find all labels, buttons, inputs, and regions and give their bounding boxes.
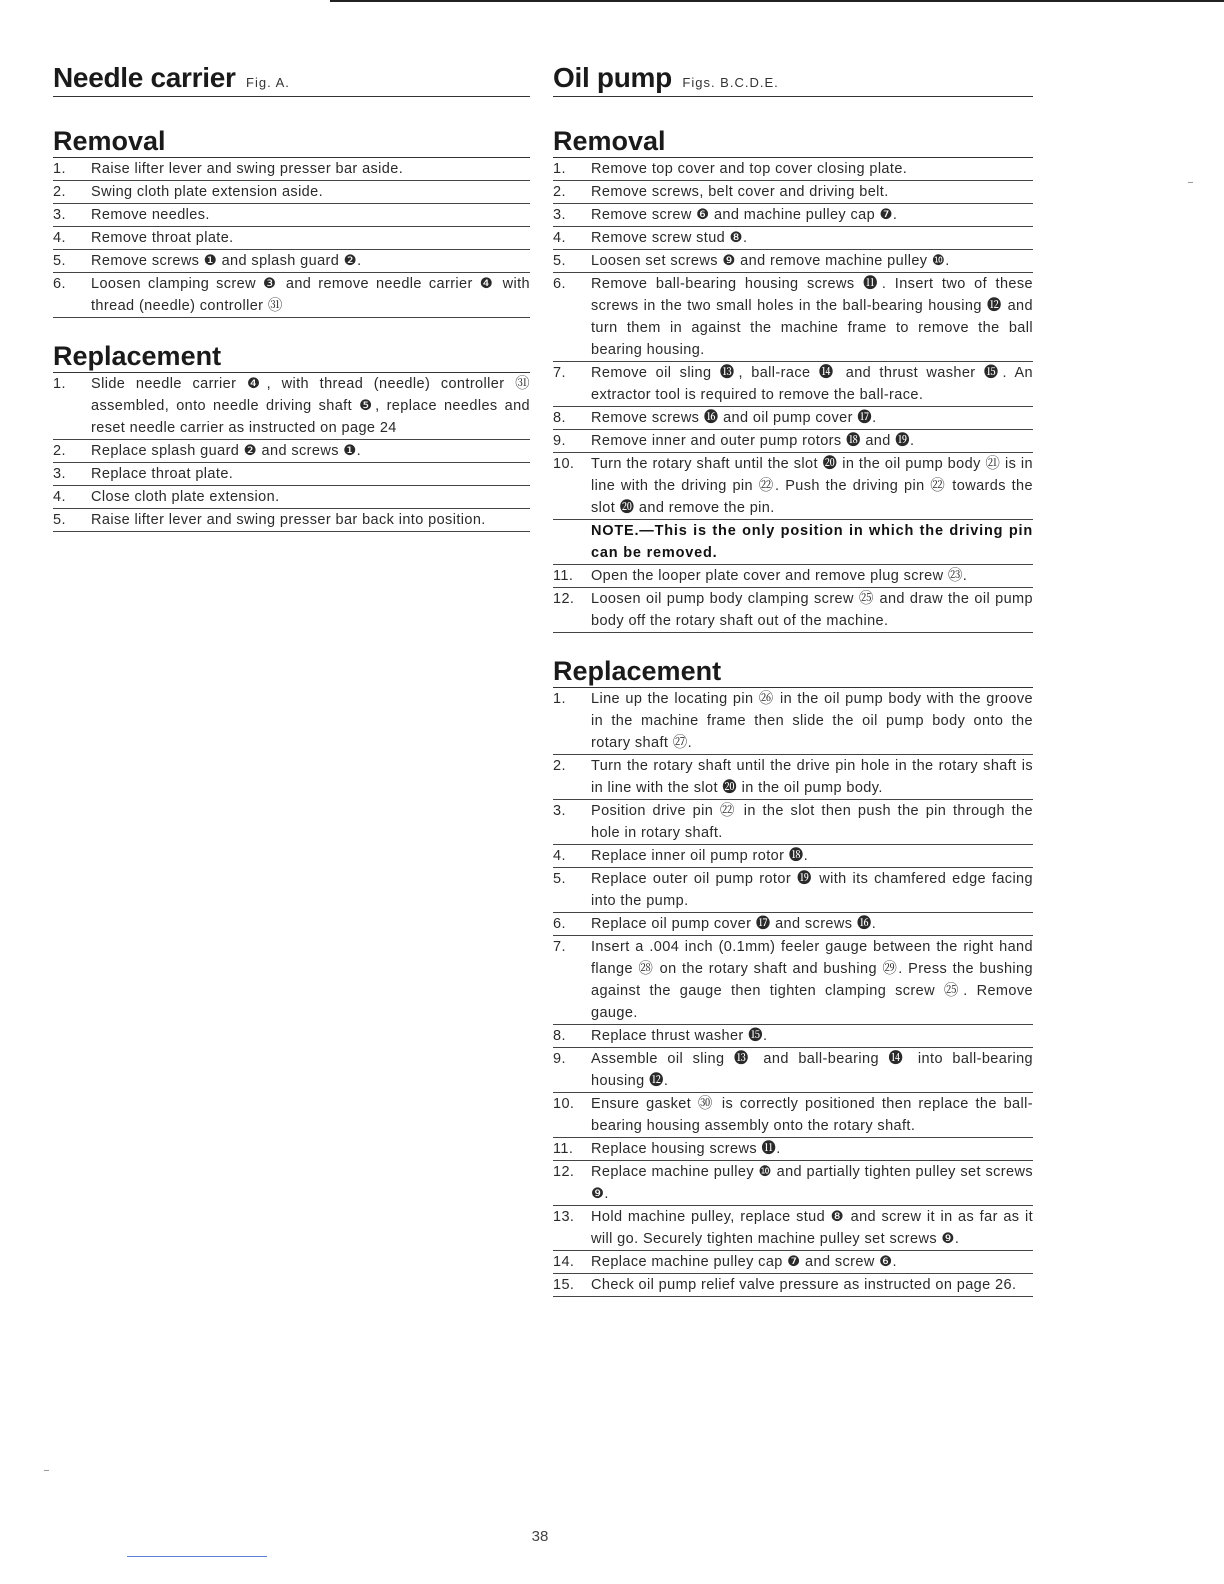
- step-text: Open the looper plate cover and remove plug screw ㉓.: [591, 568, 968, 584]
- margin-tick: [44, 1470, 49, 1471]
- step-item: [553, 588, 1033, 633]
- section-title: [553, 62, 1033, 97]
- step-item: [553, 1025, 1033, 1048]
- step-item: [553, 845, 1033, 868]
- step-number: 9.: [553, 1051, 566, 1067]
- step-number: 12.: [553, 591, 575, 607]
- step-number: 2.: [53, 184, 66, 200]
- needle-carrier-replacement-steps: [53, 373, 530, 532]
- step-note: NOTE.—This is the only position in which the driving pin can be removed.: [591, 523, 1033, 561]
- step-item: [553, 204, 1033, 227]
- step-item: [53, 486, 530, 509]
- step-text: Remove ball-bearing housing screws ⓫. Insert two of these screws in the two small holes in the ball-bearing housing ⓬ and turn them in against the machine frame to remove the ball bearing housing.: [591, 276, 1033, 358]
- margin-tick: [1188, 182, 1193, 183]
- step-number: 7.: [553, 365, 566, 381]
- step-text: Line up the locating pin ㉖ in the oil pump body with the groove in the machine frame then slide the oil pump body onto the rotary shaft ㉗.: [591, 691, 1033, 751]
- step-number: 5.: [53, 512, 66, 528]
- bottom-link-line: [127, 1556, 267, 1557]
- needle-carrier-removal-steps: [53, 158, 530, 318]
- step-number: 3.: [553, 207, 566, 223]
- step-text: Assemble oil sling ⓭ and ball-bearing ⓮ into ball-bearing housing ⓬.: [591, 1051, 1033, 1089]
- step-number: 3.: [553, 803, 566, 819]
- step-text: Remove inner and outer pump rotors ⓲ and ⓳.: [591, 433, 915, 449]
- page-number: 38: [531, 1528, 549, 1545]
- step-item: [553, 273, 1033, 362]
- step-number: 1.: [553, 161, 566, 177]
- step-text: Replace inner oil pump rotor ⓲.: [591, 848, 809, 864]
- step-number: 11.: [553, 1141, 574, 1157]
- step-number: 6.: [53, 276, 66, 292]
- step-item: [553, 1206, 1033, 1251]
- step-number: 3.: [53, 466, 66, 482]
- step-text: Slide needle carrier ❹, with thread (needle) controller ㉛ assembled, onto needle driving shaft ❺, replace needles and reset needle carrier as instructed on page 24: [91, 376, 530, 436]
- step-item: [553, 936, 1033, 1025]
- step-item: [553, 407, 1033, 430]
- step-number: 4.: [553, 848, 566, 864]
- step-item: [553, 1274, 1033, 1297]
- step-text: Turn the rotary shaft until the slot ⓴ in the oil pump body ㉑ is in line with the driving pin ㉒. Push the driving pin ㉒ towards the slot ⓴ and remove the pin.: [591, 456, 1033, 516]
- oil-pump-replacement-steps: [553, 688, 1033, 1297]
- step-item: [553, 250, 1033, 273]
- top-rule: [330, 0, 1224, 2]
- replacement-heading: Replacement: [53, 340, 530, 373]
- needle-carrier-column: [53, 62, 530, 554]
- step-text: Replace machine pulley cap ❼ and screw ❻.: [591, 1254, 897, 1270]
- step-text: Raise lifter lever and swing presser bar aside.: [91, 161, 404, 177]
- step-item: [553, 1251, 1033, 1274]
- step-number: 9.: [553, 433, 566, 449]
- step-number: 6.: [553, 276, 566, 292]
- step-item: [53, 373, 530, 440]
- step-number: [553, 520, 591, 564]
- step-text: Loosen clamping screw ❸ and remove needle carrier ❹ with thread (needle) controller ㉛: [91, 276, 530, 314]
- step-item: [553, 1048, 1033, 1093]
- step-item: [553, 520, 1033, 565]
- step-item: [553, 800, 1033, 845]
- step-item: [553, 227, 1033, 250]
- step-text: Remove needles.: [91, 207, 210, 223]
- step-number: 12.: [553, 1164, 575, 1180]
- removal-heading: Removal: [53, 125, 530, 158]
- step-text: Check oil pump relief valve pressure as instructed on page 26.: [591, 1277, 1017, 1293]
- step-number: 4.: [53, 230, 66, 246]
- step-item: [53, 440, 530, 463]
- step-number: 13.: [553, 1209, 575, 1225]
- step-item: [553, 1161, 1033, 1206]
- step-text: Replace oil pump cover ⓱ and screws ⓰.: [591, 916, 877, 932]
- step-number: 2.: [553, 758, 566, 774]
- step-number: 5.: [53, 253, 66, 269]
- step-text: Loosen oil pump body clamping screw ㉕ and draw the oil pump body off the rotary shaft out of the machine.: [591, 591, 1033, 629]
- step-number: 1.: [53, 376, 66, 392]
- oil-pump-column: [553, 62, 1033, 1319]
- step-number: 6.: [553, 916, 566, 932]
- step-number: 14.: [553, 1254, 575, 1270]
- step-text: Remove screws ⓰ and oil pump cover ⓱.: [591, 410, 877, 426]
- step-text: Replace thrust washer ⓯.: [591, 1028, 768, 1044]
- step-text: Replace housing screws ⓫.: [591, 1141, 781, 1157]
- step-item: [553, 565, 1033, 588]
- step-item: [553, 362, 1033, 407]
- step-item: [53, 250, 530, 273]
- step-text: Ensure gasket ㉚ is correctly positioned then replace the ball-bearing housing assembly onto the rotary shaft.: [591, 1096, 1033, 1134]
- step-number: 15.: [553, 1277, 575, 1293]
- step-text: Remove screws ❶ and splash guard ❷.: [91, 253, 362, 269]
- step-text: Swing cloth plate extension aside.: [91, 184, 324, 200]
- step-item: [553, 755, 1033, 800]
- figure-reference: Fig. A.: [246, 75, 290, 90]
- step-text: Remove screws, belt cover and driving belt.: [591, 184, 889, 200]
- step-number: 10.: [553, 456, 575, 472]
- step-number: 1.: [53, 161, 66, 177]
- replacement-heading: Replacement: [553, 655, 1033, 688]
- step-item: [553, 868, 1033, 913]
- step-number: 8.: [553, 410, 566, 426]
- step-number: 11.: [553, 568, 574, 584]
- step-number: 5.: [553, 253, 566, 269]
- section-title-text: Oil pump: [553, 62, 672, 93]
- step-item: [553, 158, 1033, 181]
- step-number: 8.: [553, 1028, 566, 1044]
- step-number: 4.: [553, 230, 566, 246]
- step-text: Replace machine pulley ❿ and partially tighten pulley set screws ❾.: [591, 1164, 1033, 1202]
- step-item: [53, 463, 530, 486]
- step-text: Close cloth plate extension.: [91, 489, 280, 505]
- oil-pump-removal-steps: [553, 158, 1033, 633]
- step-item: [553, 1093, 1033, 1138]
- step-item: [53, 181, 530, 204]
- step-item: [553, 1138, 1033, 1161]
- step-text: Replace throat plate.: [91, 466, 234, 482]
- step-item: [53, 509, 530, 532]
- step-text: Remove oil sling ⓭, ball-race ⓮ and thrust washer ⓯. An extractor tool is required to remove the ball-race.: [591, 365, 1033, 403]
- step-item: [553, 913, 1033, 936]
- step-text: Replace outer oil pump rotor ⓳ with its chamfered edge facing into the pump.: [591, 871, 1033, 909]
- step-text: Raise lifter lever and swing presser bar back into position.: [91, 512, 486, 528]
- step-number: 2.: [53, 443, 66, 459]
- section-title-text: Needle carrier: [53, 62, 236, 93]
- section-title: [53, 62, 530, 97]
- step-number: 7.: [553, 939, 566, 955]
- step-number: 5.: [553, 871, 566, 887]
- step-item: [53, 158, 530, 181]
- figure-reference: Figs. B.C.D.E.: [682, 75, 779, 90]
- step-item: [53, 273, 530, 318]
- step-text: Remove top cover and top cover closing plate.: [591, 161, 908, 177]
- step-number: 4.: [53, 489, 66, 505]
- step-number: 10.: [553, 1096, 575, 1112]
- step-text: Turn the rotary shaft until the drive pin hole in the rotary shaft is in line with the slot ⓴ in the oil pump body.: [591, 758, 1033, 796]
- step-text: Remove screw ❻ and machine pulley cap ❼.: [591, 207, 898, 223]
- step-text: Remove throat plate.: [91, 230, 234, 246]
- step-item: [553, 430, 1033, 453]
- step-item: [553, 688, 1033, 755]
- step-item: [53, 227, 530, 250]
- step-number: 1.: [553, 691, 566, 707]
- step-number: 3.: [53, 207, 66, 223]
- step-text: Insert a .004 inch (0.1mm) feeler gauge between the right hand flange ㉘ on the rotary shaft and bushing ㉙. Press the bushing against the gauge then tighten clamping screw ㉕. Remove gauge.: [591, 939, 1033, 1021]
- step-item: [553, 453, 1033, 520]
- removal-heading: Removal: [553, 125, 1033, 158]
- step-text: Replace splash guard ❷ and screws ❶.: [91, 443, 362, 459]
- step-text: Loosen set screws ❾ and remove machine pulley ❿.: [591, 253, 950, 269]
- step-number: 2.: [553, 184, 566, 200]
- step-text: Hold machine pulley, replace stud ❽ and screw it in as far as it will go. Securely tighten machine pulley set screws ❾.: [591, 1209, 1033, 1247]
- step-text: Remove screw stud ❽.: [591, 230, 748, 246]
- step-text: Position drive pin ㉒ in the slot then push the pin through the hole in rotary shaft.: [591, 803, 1033, 841]
- step-item: [553, 181, 1033, 204]
- step-item: [53, 204, 530, 227]
